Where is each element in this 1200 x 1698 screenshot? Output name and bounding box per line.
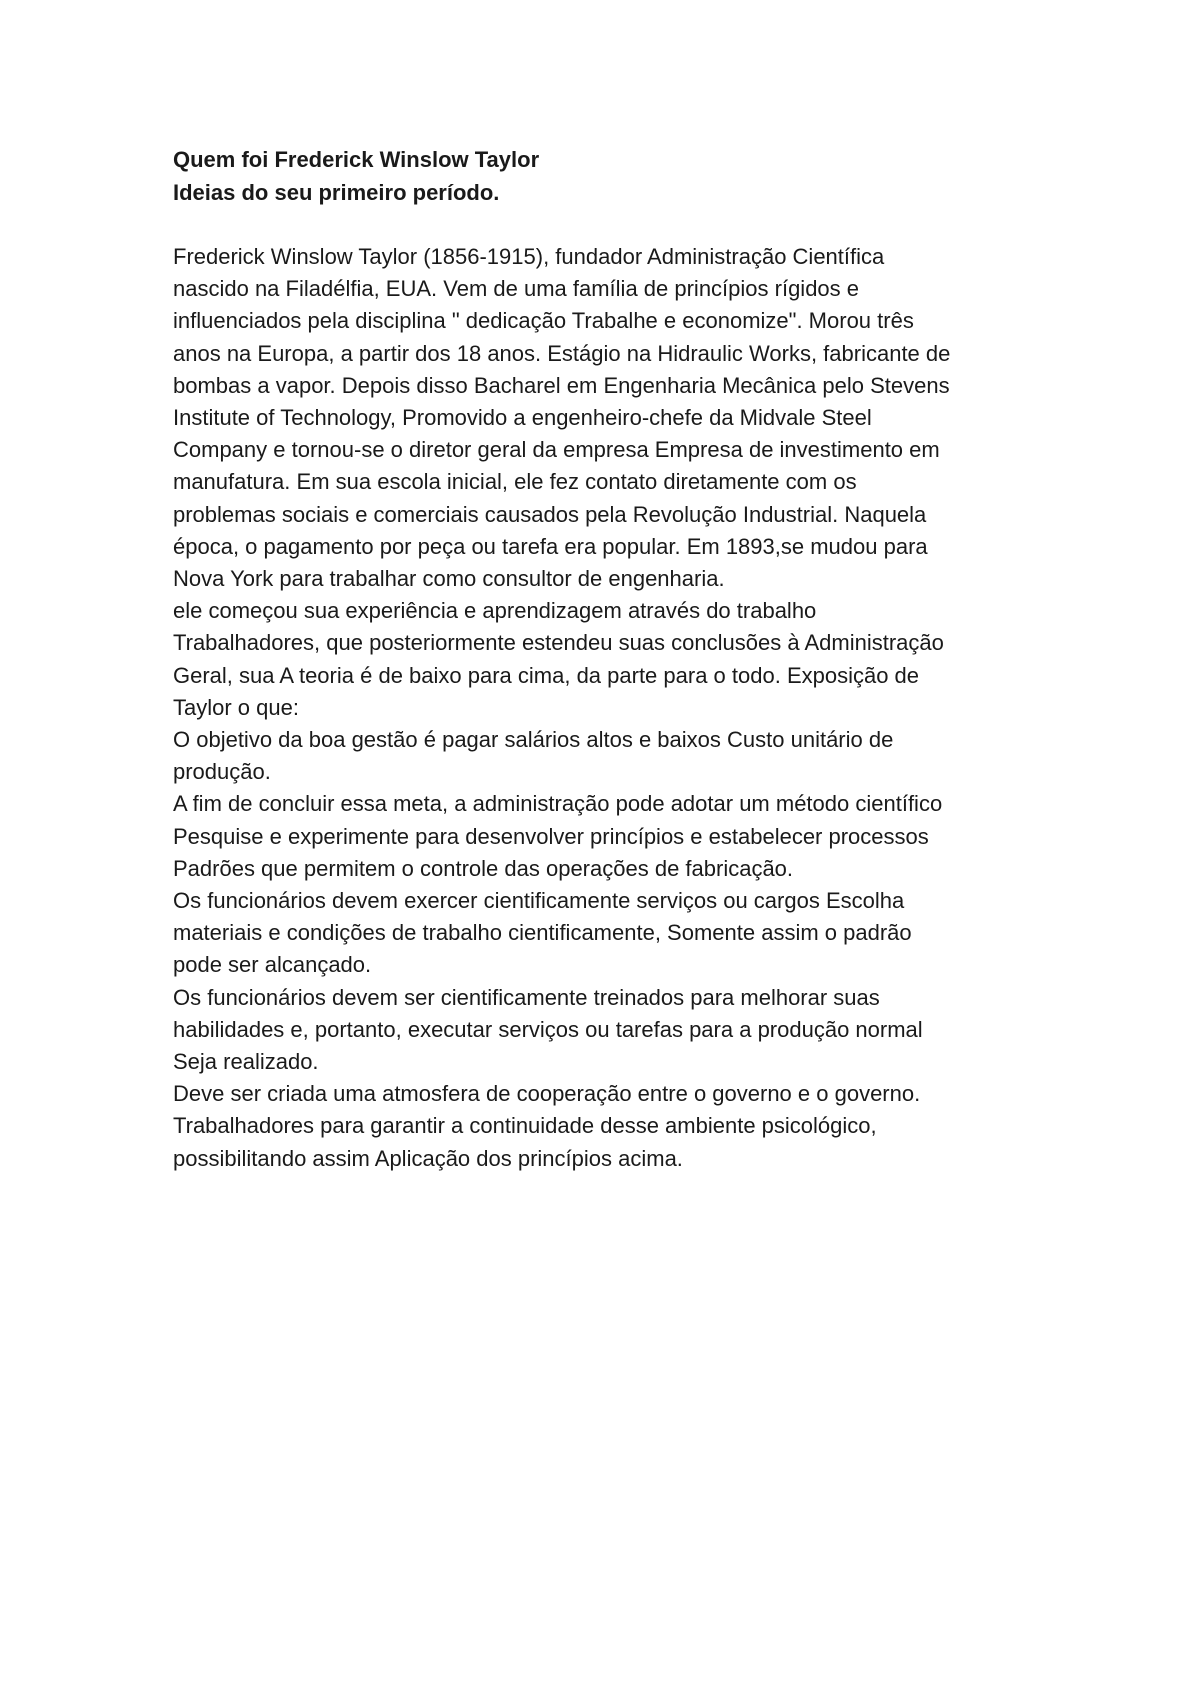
document-title: Quem foi Frederick Winslow Taylor <box>173 147 540 172</box>
document-subtitle: Ideias do seu primeiro período. <box>173 180 500 205</box>
body-text-line: Geral, sua A teoria é de baixo para cima, da parte para o todo. Exposição de <box>173 662 920 688</box>
body-text-line: influenciados pela disciplina " dedicação Trabalhe e economize". Morou três <box>173 308 914 334</box>
body-text-line: pode ser alcançado. <box>173 952 372 978</box>
body-text-line: habilidades e, portanto, executar serviços ou tarefas para a produção normal <box>173 1016 923 1042</box>
body-text-line: Deve ser criada uma atmosfera de cooperação entre o governo e o governo. <box>173 1081 921 1107</box>
body-text-line: época, o pagamento por peça ou tarefa era popular. Em 1893,se mudou para <box>173 533 928 559</box>
body-text-line: materiais e condições de trabalho cientificamente, Somente assim o padrão <box>173 920 912 946</box>
body-text-line: A fim de concluir essa meta, a administração pode adotar um método científico <box>173 791 943 817</box>
body-text-line: Taylor o que: <box>173 694 299 720</box>
body-text-line: bombas a vapor. Depois disso Bacharel em Engenharia Mecânica pelo Stevens <box>173 372 950 398</box>
body-text-line: possibilitando assim Aplicação dos princípios acima. <box>173 1145 683 1171</box>
body-text-line: Frederick Winslow Taylor (1856-1915), fundador Administração Científica <box>173 244 885 269</box>
body-text-line: Trabalhadores para garantir a continuidade desse ambiente psicológico, <box>173 1113 877 1139</box>
body-text-line: anos na Europa, a partir dos 18 anos. Estágio na Hidraulic Works, fabricante de <box>173 340 951 366</box>
body-text-line: Nova York para trabalhar como consultor de engenharia. <box>173 566 725 592</box>
paragraph-spacer <box>173 209 1073 241</box>
body-text-line: Os funcionários devem ser cientificamente treinados para melhorar suas <box>173 984 880 1010</box>
body-text-line: Institute of Technology, Promovido a engenheiro-chefe da Midvale Steel <box>173 405 872 431</box>
body-text-line: O objetivo da boa gestão é pagar salários altos e baixos Custo unitário de <box>173 727 894 753</box>
body-text-line: ele começou sua experiência e aprendizagem através do trabalho <box>173 598 817 624</box>
body-text-line: Trabalhadores, que posteriormente estendeu suas conclusões à Administração <box>173 630 944 656</box>
body-text-line: Os funcionários devem exercer cientificamente serviços ou cargos Escolha <box>173 888 905 914</box>
body-text-line: Padrões que permitem o controle das operações de fabricação. <box>173 855 794 881</box>
body-text-line: Company e tornou-se o diretor geral da empresa Empresa de investimento em <box>173 437 940 463</box>
body-text-line: nascido na Filadélfia, EUA. Vem de uma família de princípios rígidos e <box>173 276 860 302</box>
body-text-line: Seja realizado. <box>173 1049 319 1075</box>
body-text-line: manufatura. Em sua escola inicial, ele fez contato diretamente com os <box>173 469 857 495</box>
body-text-line: Pesquise e experimente para desenvolver princípios e estabelecer processos <box>173 823 929 849</box>
document-content <box>173 143 1073 1175</box>
body-text-line: problemas sociais e comerciais causados pela Revolução Industrial. Naquela <box>173 501 927 527</box>
document-body <box>173 241 1073 1175</box>
body-text-line: produção. <box>173 759 271 785</box>
